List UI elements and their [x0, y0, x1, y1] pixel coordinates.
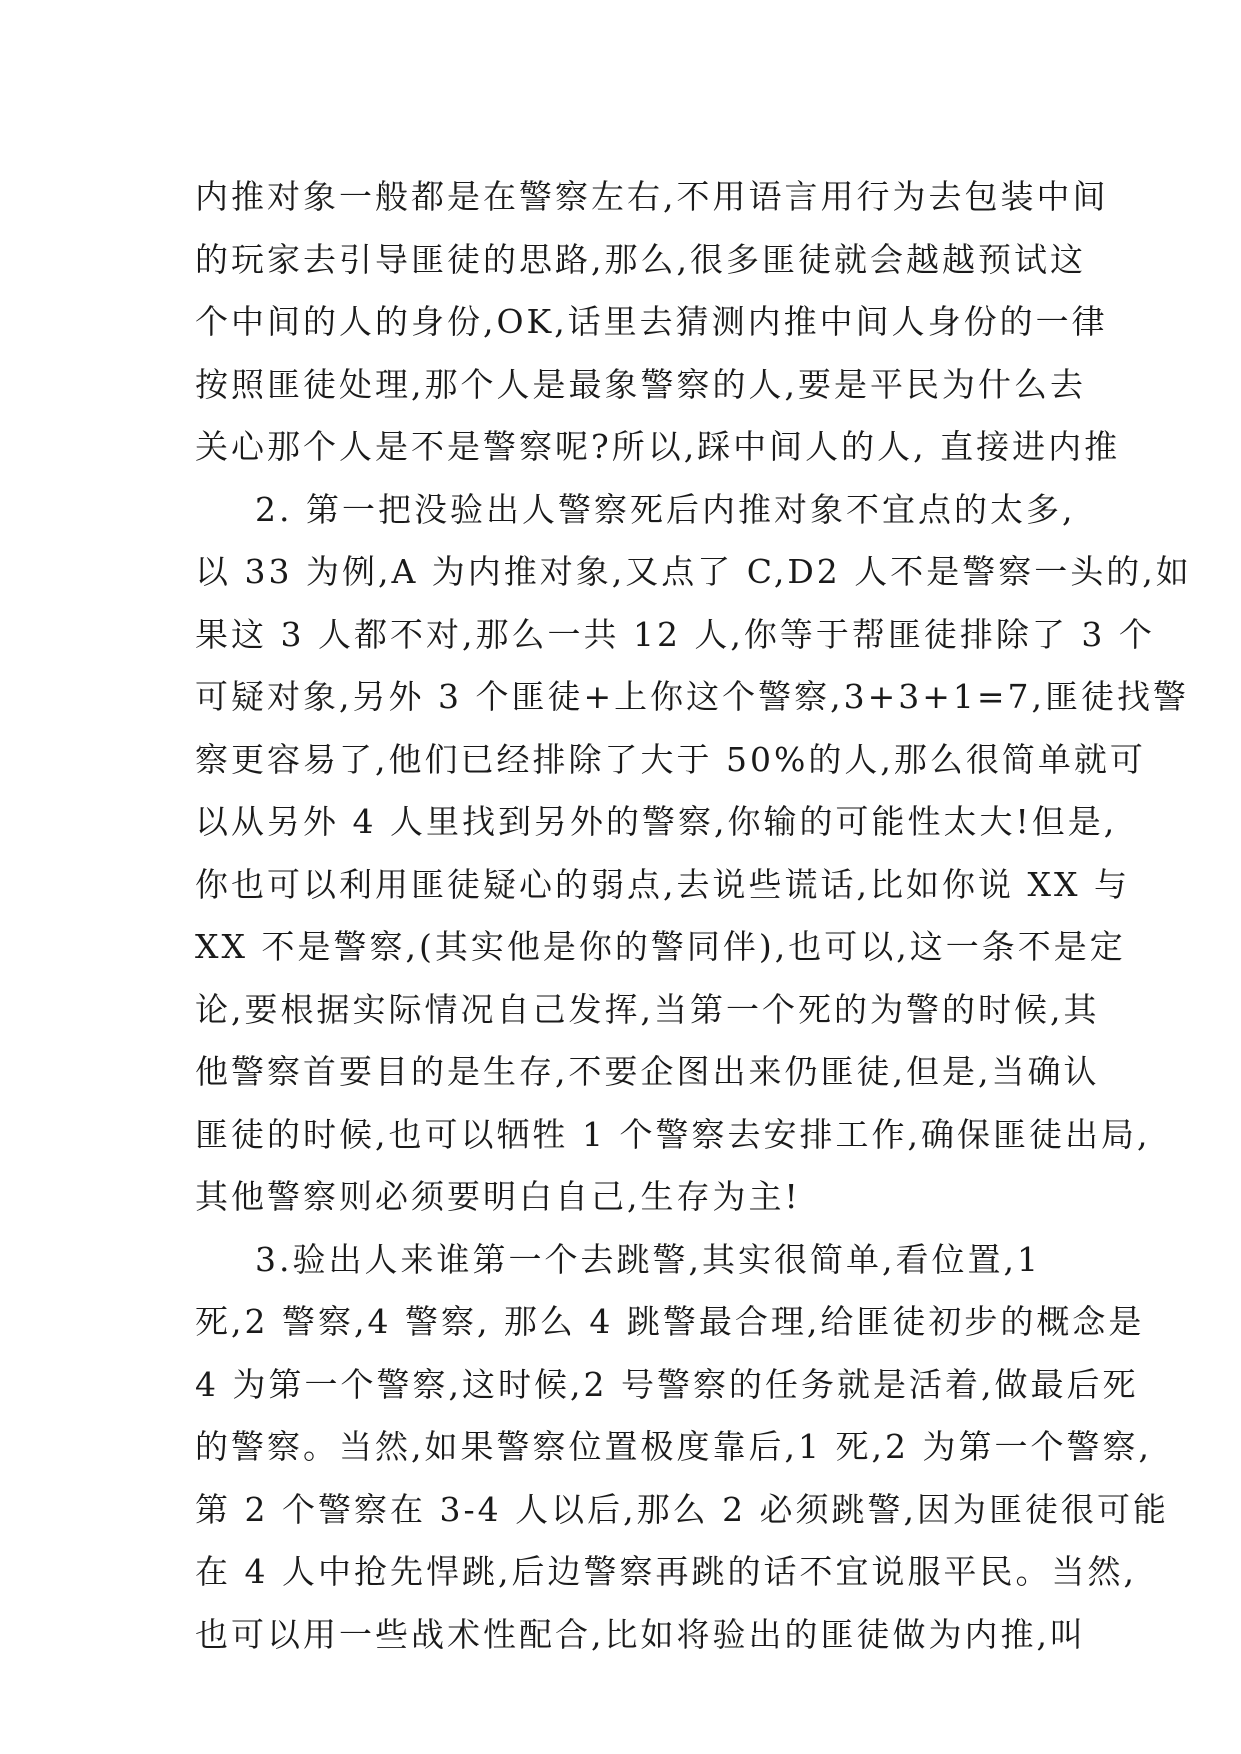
text-line: 你也可以利用匪徒疑心的弱点,去说些谎话,比如你说 XX 与: [195, 864, 1130, 904]
text-line: 在 4 人中抢先悍跳,后边警察再跳的话不宜说服平民。当然,: [195, 1552, 1137, 1591]
text-line: 可疑对象,另外 3 个匪徒+上你这个警察,3+3+1=7,匪徒找警: [195, 677, 1190, 716]
body-text: [195, 166, 1192, 1666]
text-line: 察更容易了,他们已经排除了大于 50%的人,那么很简单就可: [195, 739, 1146, 779]
text-line: 果这 3 人都不对,那么一共 12 人,你等于帮匪徒排除了 3 个: [195, 614, 1155, 654]
text-line: 死,2 警察,4 警察, 那么 4 跳警最合理,给匪徒初步的概念是: [195, 1302, 1145, 1341]
text-line: 个中间的人的身份,OK,话里去猜测内推中间人身份的一律: [195, 302, 1108, 341]
text-line: 的玩家去引导匪徒的思路,那么,很多匪徒就会越越预试这: [195, 239, 1086, 279]
text-line: 以 33 为例,A 为内推对象,又点了 C,D2 人不是警察一头的,如: [195, 552, 1192, 591]
text-line: 内推对象一般都是在警察左右,不用语言用行为去包装中间: [195, 177, 1109, 216]
text-line: 其他警察则必须要明白自己,生存为主!: [195, 1177, 801, 1216]
text-line: 他警察首要目的是生存,不要企图出来仍匪徒,但是,当确认: [195, 1052, 1100, 1091]
paragraph-2-start: 2. 第一把没验出人警察死后内推对象不宜点的太多,: [255, 489, 1076, 529]
text-line: 以从另外 4 人里找到另外的警察,你输的可能性太大!但是,: [195, 802, 1118, 841]
text-line: XX 不是警察,(其实他是你的警同伴),也可以,这一条不是定: [195, 927, 1126, 966]
text-line: 论,要根据实际情况自己发挥,当第一个死的为警的时候,其: [195, 989, 1100, 1029]
text-line: 第 2 个警察在 3-4 人以后,那么 2 必须跳警,因为匪徒很可能: [195, 1489, 1170, 1529]
text-line: 关心那个人是不是警察呢?所以,踩中间人的人, 直接进内推: [195, 427, 1121, 466]
text-line: 的警察。当然,如果警察位置极度靠后,1 死,2 为第一个警察,: [195, 1427, 1152, 1466]
text-line: 匪徒的时候,也可以牺牲 1 个警察去安排工作,确保匪徒出局,: [195, 1114, 1151, 1154]
text-line: 按照匪徒处理,那个人是最象警察的人,要是平民为什么去: [195, 364, 1086, 404]
text-line: 也可以用一些战术性配合,比如将验出的匪徒做为内推,叫: [195, 1614, 1086, 1654]
text-line: 4 为第一个警察,这时候,2 号警察的任务就是活着,做最后死: [195, 1364, 1139, 1404]
paragraph-3-start: 3.验出人来谁第一个去跳警,其实很简单,看位置,1: [255, 1239, 1041, 1279]
